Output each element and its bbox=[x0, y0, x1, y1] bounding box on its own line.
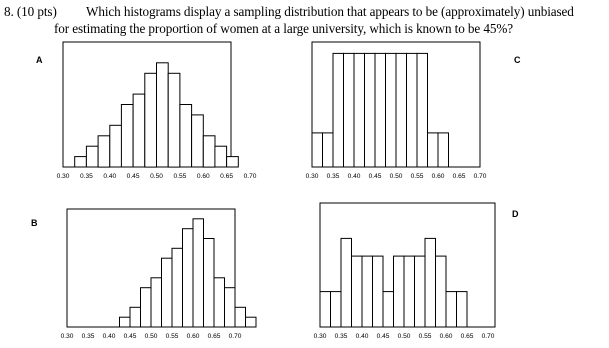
histogram-d-tick-label: 0.65 bbox=[460, 333, 474, 340]
histogram-d-bar bbox=[404, 256, 415, 327]
histogram-a-tick-label: 0.50 bbox=[150, 173, 163, 180]
histogram-d-tick-label: 0.70 bbox=[481, 333, 495, 340]
histogram-b-tick-label: 0.55 bbox=[165, 333, 179, 340]
histogram-b-tick-label: 0.35 bbox=[81, 333, 95, 340]
histogram-d-bar bbox=[331, 292, 342, 327]
histogram-d-bar bbox=[373, 256, 384, 327]
histogram-a-tick-label: 0.65 bbox=[220, 173, 234, 180]
histogram-b-tick-label: 0.40 bbox=[102, 333, 116, 340]
histogram-d-tick-label: 0.60 bbox=[439, 333, 453, 340]
histogram-c-tick-label: 0.60 bbox=[431, 173, 445, 180]
histogram-a-tick-label: 0.45 bbox=[126, 173, 140, 180]
histogram-c-tick-label: 0.65 bbox=[452, 173, 466, 180]
histogram-c-tick-label: 0.35 bbox=[326, 173, 340, 180]
histogram-c-label: C bbox=[514, 55, 521, 65]
histogram-b-tick-label: 0.60 bbox=[186, 333, 200, 340]
histogram-d-bar bbox=[352, 256, 363, 327]
histogram-d-label: D bbox=[512, 209, 519, 219]
histogram-a-tick-label: 0.60 bbox=[196, 173, 210, 180]
question-text-line-2: for estimating the proportion of women at a large university, which is known to be 45%? bbox=[54, 21, 513, 36]
histogram-b-label: B bbox=[31, 218, 38, 228]
histogram-d-bar bbox=[341, 238, 352, 327]
histogram-a-tick-label: 0.35 bbox=[79, 173, 93, 180]
histogram-d-bar bbox=[383, 292, 394, 327]
histogram-a-tick-label: 0.70 bbox=[243, 173, 257, 180]
histogram-d-bar bbox=[394, 256, 405, 327]
histogram-a-label: A bbox=[36, 55, 43, 65]
histogram-b-tick-label: 0.30 bbox=[60, 333, 74, 340]
histogram-b-tick-label: 0.65 bbox=[207, 333, 221, 340]
histogram-d-bar bbox=[446, 292, 457, 327]
histogram-c-tick-label: 0.50 bbox=[389, 173, 403, 180]
histogram-d-bar bbox=[320, 292, 331, 327]
histogram-b-tick-label: 0.70 bbox=[228, 333, 242, 340]
question-text-line-1: Which histograms display a sampling distribution that appears to be (approximately) unbiased bbox=[86, 4, 574, 19]
histogram-b-tick-label: 0.50 bbox=[144, 333, 158, 340]
histogram-b-tick-label: 0.45 bbox=[123, 333, 137, 340]
histogram-a-tick-label: 0.55 bbox=[173, 173, 187, 180]
histogram-a-tick-label: 0.40 bbox=[103, 173, 117, 180]
histogram-d-bar bbox=[415, 256, 426, 327]
histogram-d-tick-label: 0.40 bbox=[355, 333, 369, 340]
histogram-d-bar bbox=[436, 256, 447, 327]
histogram-c-tick-label: 0.40 bbox=[347, 173, 361, 180]
histogram-c-tick-label: 0.30 bbox=[305, 173, 319, 180]
histogram-d-tick-label: 0.35 bbox=[334, 333, 348, 340]
histogram-c-tick-label: 0.70 bbox=[473, 173, 487, 180]
histogram-d-bar bbox=[425, 238, 436, 327]
histogram-a-tick-label: 0.30 bbox=[56, 173, 70, 180]
histogram-d-tick-label: 0.45 bbox=[376, 333, 390, 340]
histogram-d-tick-label: 0.55 bbox=[418, 333, 432, 340]
histogram-d-bar bbox=[362, 256, 373, 327]
question-number: 8. (10 pts) bbox=[4, 4, 57, 19]
histogram-c-tick-label: 0.45 bbox=[368, 173, 382, 180]
histogram-d-tick-label: 0.50 bbox=[397, 333, 411, 340]
histogram-d-bar bbox=[457, 292, 468, 327]
histogram-c-tick-label: 0.55 bbox=[410, 173, 424, 180]
histogram-d-tick-label: 0.30 bbox=[313, 333, 327, 340]
